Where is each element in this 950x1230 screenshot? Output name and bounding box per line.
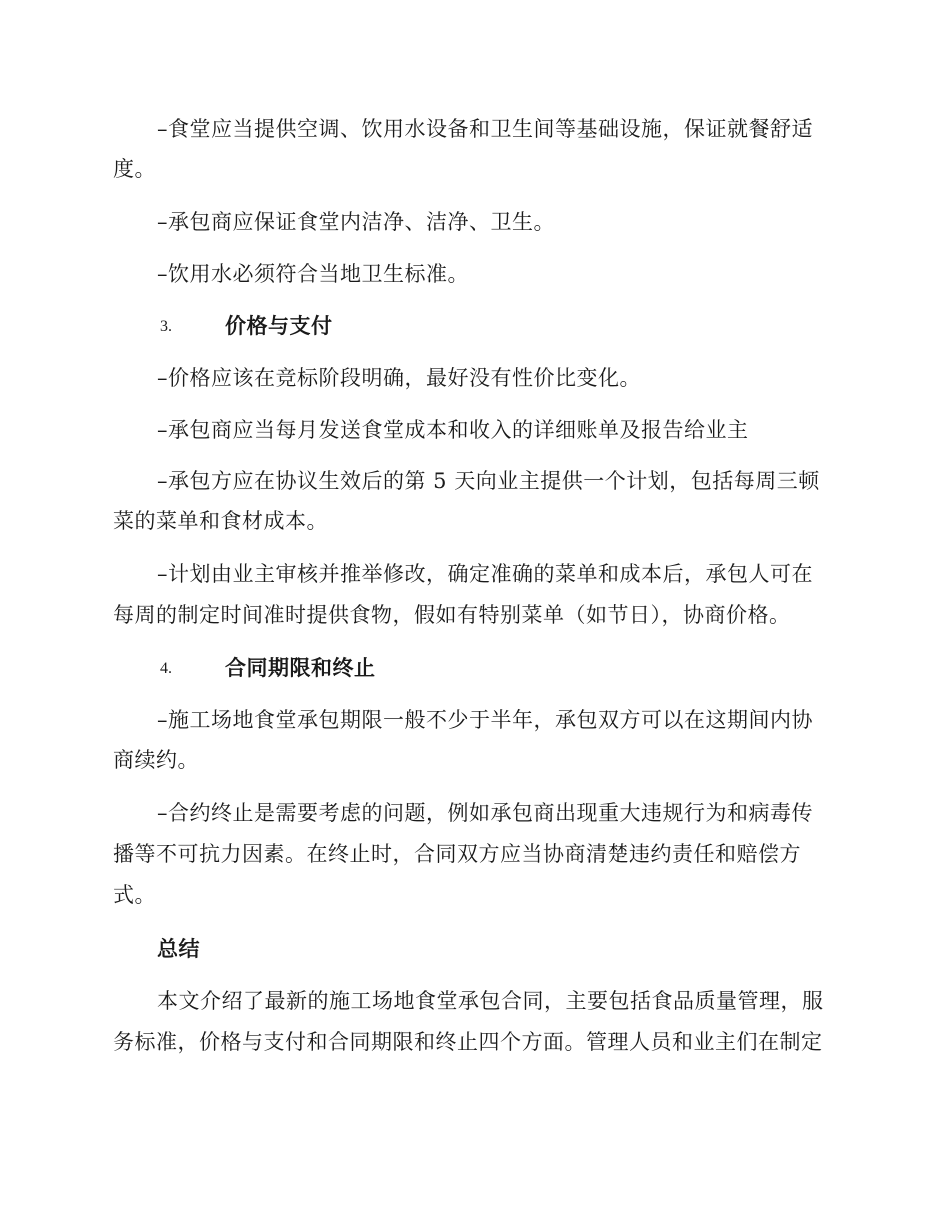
paragraph-line: 本文介绍了最新的施工场地食堂承包合同，主要包括食品质量管理，服: [157, 989, 824, 1013]
section-number: 3.: [160, 318, 172, 335]
section-number: 4.: [160, 660, 172, 677]
paragraph-line: –计划由业主审核并推举修改，确定准确的菜单和成本后，承包人可在: [157, 562, 813, 586]
paragraph-line: –承包商应当每月发送食堂成本和收入的详细账单及报告给业主: [157, 418, 749, 442]
section-title: 价格与支付: [225, 314, 333, 338]
summary-title: 总结: [157, 937, 200, 961]
section-title: 合同期限和终止: [225, 656, 376, 680]
paragraph-line: 菜的菜单和食材成本。: [113, 509, 328, 533]
paragraph-line: 播等不可抗力因素。在终止时，合同双方应当协商清楚违约责任和赔偿方: [113, 842, 801, 866]
paragraph-line: –饮用水必须符合当地卫生标准。: [157, 262, 469, 286]
paragraph-line: –食堂应当提供空调、饮用水设备和卫生间等基础设施，保证就餐舒适: [157, 117, 813, 141]
paragraph-line: 每周的制定时间准时提供食物，假如有特别菜单（如节日），协商价格。: [113, 603, 791, 627]
paragraph-line: –施工场地食堂承包期限一般不少于半年，承包双方可以在这期间内协: [157, 708, 813, 732]
paragraph-line: –承包商应保证食堂内洁净、洁净、卫生。: [157, 210, 555, 234]
paragraph-line: –价格应该在竞标阶段明确，最好没有性价比变化。: [157, 366, 641, 390]
paragraph-line: 商续约。: [113, 748, 199, 772]
paragraph-line: –承包方应在协议生效后的第 5 天向业主提供一个计划，包括每周三顿: [157, 469, 820, 493]
paragraph-line: –合约终止是需要考虑的问题，例如承包商出现重大违规行为和病毒传: [157, 801, 813, 825]
paragraph-line: 务标准，价格与支付和合同期限和终止四个方面。管理人员和业主们在制定: [113, 1030, 823, 1054]
paragraph-line: 式。: [113, 883, 156, 907]
paragraph-line: 度。: [113, 157, 156, 181]
